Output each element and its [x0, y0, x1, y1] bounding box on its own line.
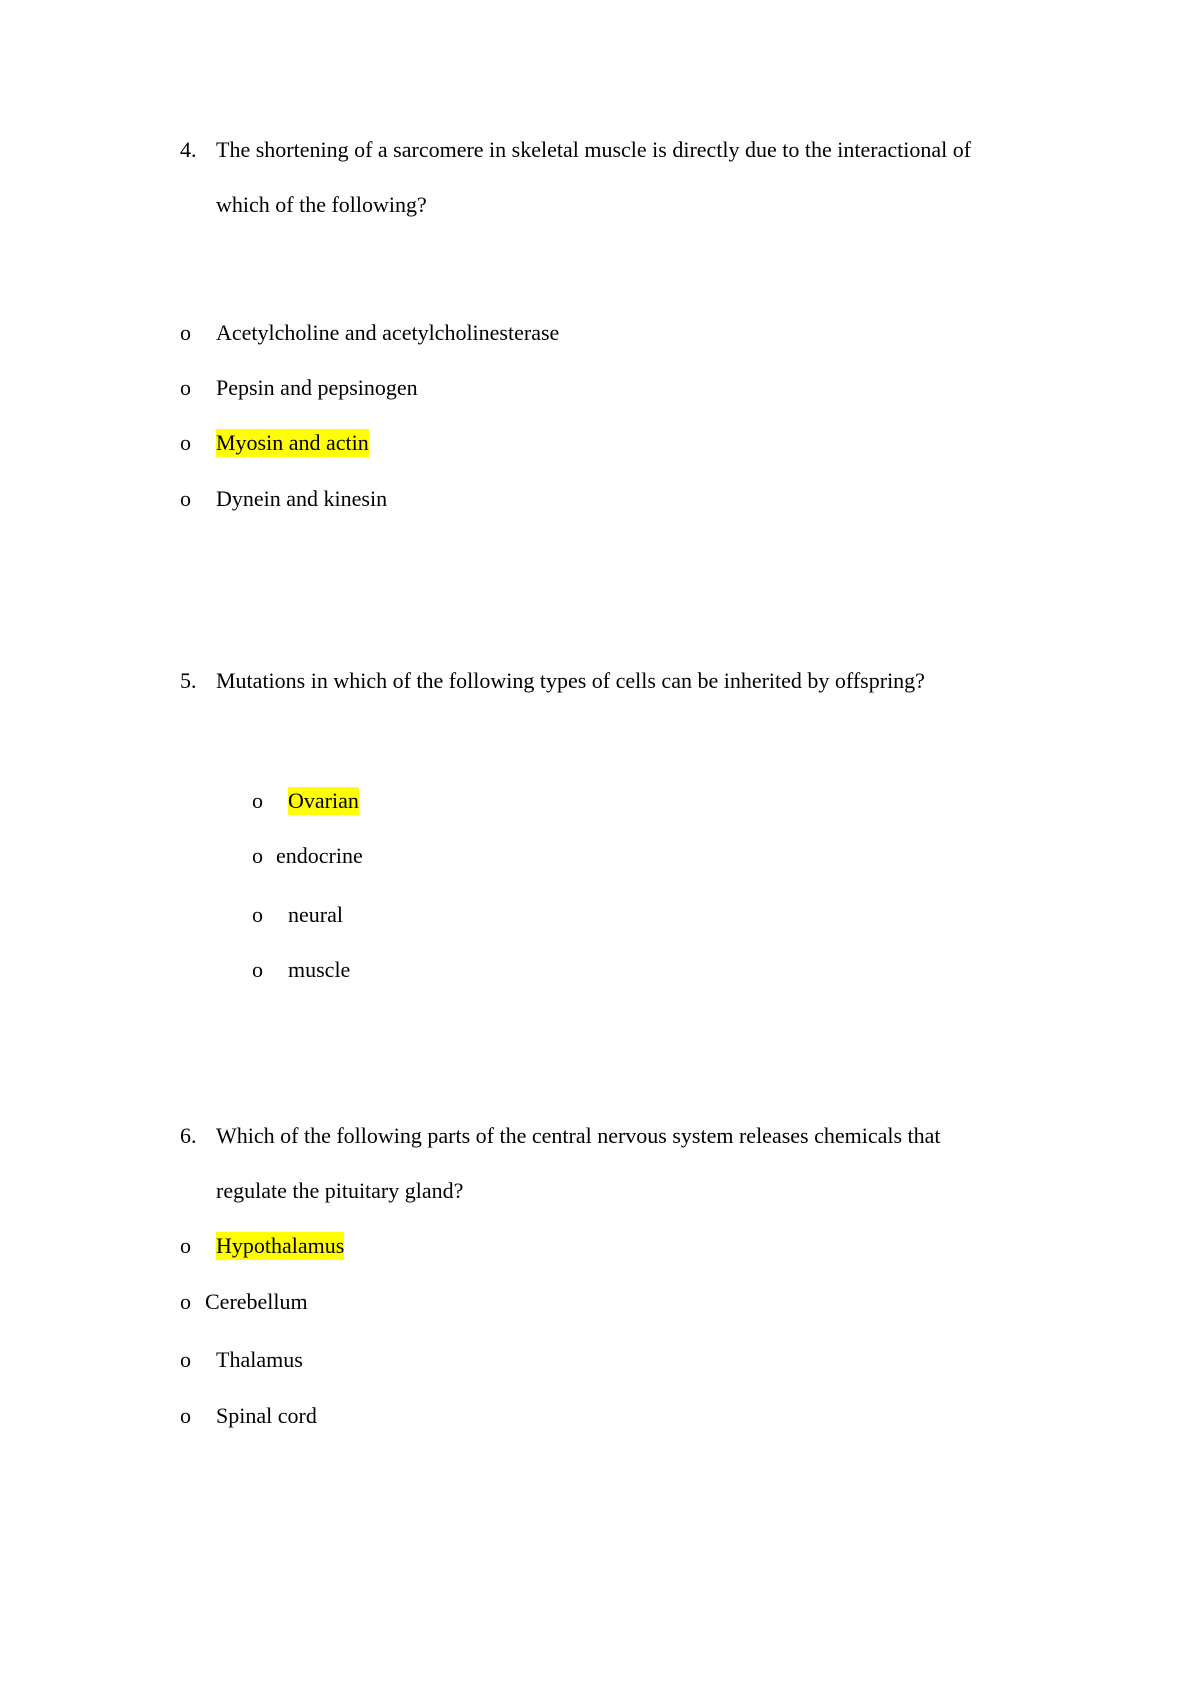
option-bullet: o: [252, 843, 263, 868]
option-text: Thalamus: [216, 1347, 303, 1372]
option-bullet: o: [180, 486, 191, 511]
option-bullet: o: [252, 788, 263, 813]
option-bullet: o: [180, 1347, 191, 1372]
question-text: regulate the pituitary gland?: [216, 1178, 464, 1203]
option-bullet: o: [180, 1233, 191, 1258]
option-text-highlighted: Hypothalamus: [216, 1233, 345, 1258]
option-bullet: o: [252, 957, 263, 982]
option-text: muscle: [288, 957, 351, 982]
option-text-highlighted: Ovarian: [288, 788, 359, 813]
option-bullet: o: [180, 1289, 191, 1314]
option-bullet: o: [252, 902, 263, 927]
option-bullet: o: [180, 430, 191, 455]
option-text: neural: [288, 902, 343, 927]
option-text: endocrine: [276, 843, 363, 868]
question-number: 6.: [180, 1123, 197, 1148]
question-text: Which of the following parts of the central nervous system releases chemicals that: [216, 1123, 941, 1148]
option-bullet: o: [180, 320, 191, 345]
option-bullet: o: [180, 1403, 191, 1428]
question-text: Mutations in which of the following types of cells can be inherited by offspring?: [216, 668, 925, 693]
option-bullet: o: [180, 375, 191, 400]
option-text: Dynein and kinesin: [216, 486, 388, 511]
question-text: which of the following?: [216, 192, 427, 217]
option-text-highlighted: Myosin and actin: [216, 430, 369, 455]
question-text: The shortening of a sarcomere in skeletal muscle is directly due to the interactional of: [216, 137, 972, 162]
option-text: Acetylcholine and acetylcholinesterase: [216, 320, 560, 345]
question-number: 5.: [180, 668, 197, 693]
question-number: 4.: [180, 137, 197, 162]
option-text: Pepsin and pepsinogen: [216, 375, 418, 400]
option-text: Cerebellum: [205, 1289, 308, 1314]
option-text: Spinal cord: [216, 1403, 317, 1428]
